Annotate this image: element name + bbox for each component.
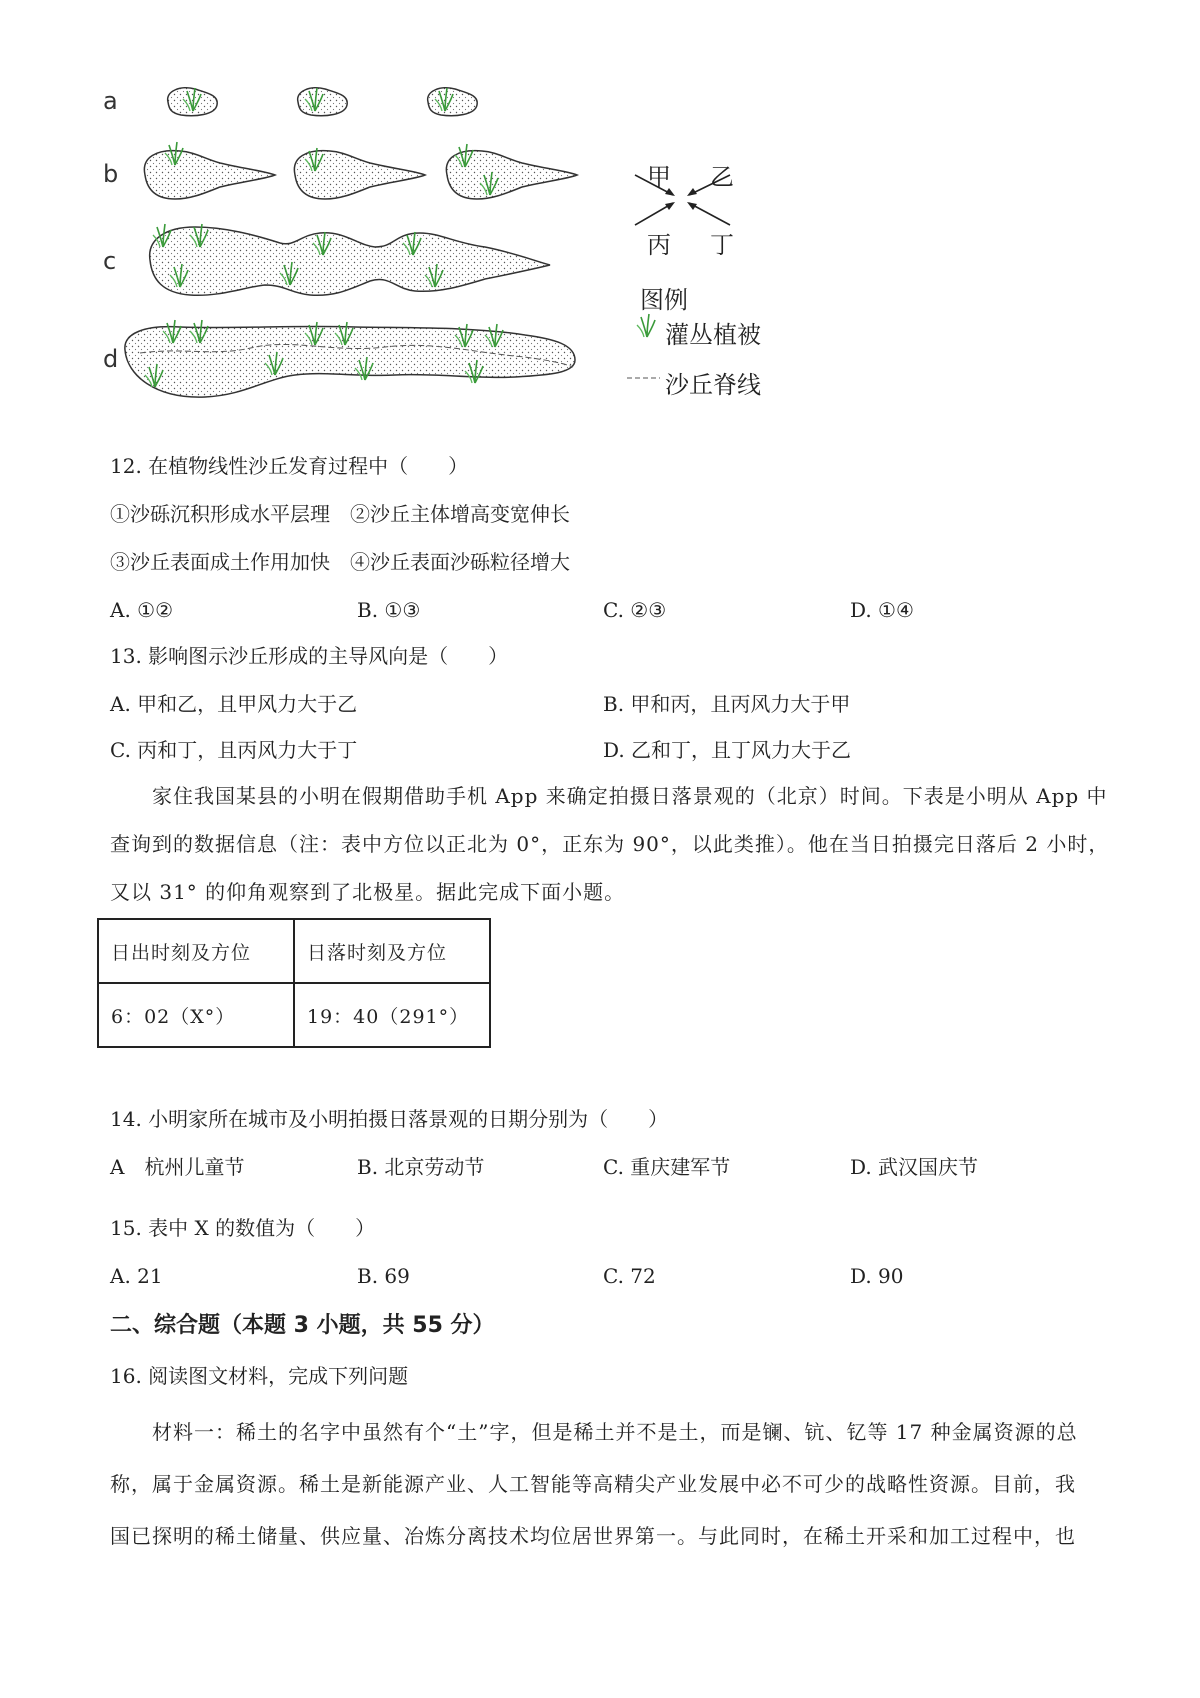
q16-stem: 16. 阅读图文材料，完成下列问题 xyxy=(110,1364,409,1388)
q12-option-c: C. ②③ xyxy=(603,598,667,622)
q16-material-line-3: 国已探明的稀土储量、供应量、冶炼分离技术均位居世界第一。与此同时，在稀土开采和加工过程中，也 xyxy=(110,1524,1076,1548)
passage-line-2: 查询到的数据信息（注：表中方位以正北为 0°，正东为 90°，以此类推）。他在当日拍摄完日落后 2 小时， xyxy=(110,832,1110,856)
row-label-d: d xyxy=(103,345,119,373)
dune-b-2 xyxy=(294,151,425,199)
q14-option-d: D. 武汉国庆节 xyxy=(850,1155,979,1179)
q15-stem: 15. 表中 X 的数值为（ ） xyxy=(110,1216,376,1240)
direction-ding: 丁 xyxy=(710,231,734,259)
q13-option-d: D. 乙和丁，且丁风力大于乙 xyxy=(603,738,852,762)
table-header-sunrise: 日出时刻及方位 xyxy=(98,919,294,983)
q13-stem: 13. 影响图示沙丘形成的主导风向是（ ） xyxy=(110,644,509,668)
q16-material-line-2: 称，属于金属资源。稀土是新能源产业、人工智能等高精尖产业发展中必不可少的战略性资源。目前，我 xyxy=(110,1472,1076,1496)
passage-line-3: 又以 31° 的仰角观察到了北极星。据此完成下面小题。 xyxy=(110,880,626,904)
q14-option-b: B. 北京劳动节 xyxy=(357,1155,485,1179)
dune-diagram-svg xyxy=(95,75,895,445)
q15-option-b: B. 69 xyxy=(357,1264,410,1288)
table-header-sunset: 日落时刻及方位 xyxy=(294,919,490,983)
q13-option-b: B. 甲和丙，且丙风力大于甲 xyxy=(603,692,851,716)
direction-yi: 乙 xyxy=(710,163,734,191)
q15-option-c: C. 72 xyxy=(603,1264,656,1288)
legend-ridge-label: 沙丘脊线 xyxy=(665,371,761,399)
dune-diagram xyxy=(95,75,895,445)
row-label-c: c xyxy=(103,247,117,275)
q13-option-a: A. 甲和乙，且甲风力大于乙 xyxy=(110,692,358,716)
passage-line-1: 家住我国某县的小明在假期借助手机 App 来确定拍摄日落景观的（北京）时间。下表是小明从 App 中 xyxy=(110,784,1108,808)
q12-option-b: B. ①③ xyxy=(357,598,421,622)
q14-stem: 14. 小明家所在城市及小明拍摄日落景观的日期分别为（ ） xyxy=(110,1107,669,1131)
dune-a-1 xyxy=(168,88,218,116)
q12-stem: 12. 在植物线性沙丘发育过程中（ ） xyxy=(110,454,469,478)
dune-a-2 xyxy=(298,88,348,116)
row-label-b: b xyxy=(103,160,119,188)
table-row xyxy=(98,983,490,1047)
q15-option-d: D. 90 xyxy=(850,1264,904,1288)
dune-a-3 xyxy=(428,88,478,116)
dune-c xyxy=(150,227,550,295)
legend-title: 图例 xyxy=(640,286,688,314)
q12-statement-1: ①沙砾沉积形成水平层理 ②沙丘主体增高变宽伸长 xyxy=(110,502,570,526)
dune-b-1 xyxy=(144,151,275,199)
legend-shrub-icon xyxy=(637,314,655,337)
direction-bing: 丙 xyxy=(647,231,671,259)
table-cell-sunrise: 6：02（X°） xyxy=(98,983,294,1047)
q12-option-d: D. ①④ xyxy=(850,598,914,622)
q12-statement-2: ③沙丘表面成土作用加快 ④沙丘表面沙砾粒径增大 xyxy=(110,550,570,574)
legend-shrub-label: 灌丛植被 xyxy=(665,321,761,349)
q16-material-line-1: 材料一：稀土的名字中虽然有个“土”字，但是稀土并不是土，而是镧、钪、钇等 17 种金属资源的总 xyxy=(110,1420,1078,1444)
table-cell-sunset: 19：40（291°） xyxy=(294,983,490,1047)
q13-option-c: C. 丙和丁，且丙风力大于丁 xyxy=(110,738,358,762)
direction-jia: 甲 xyxy=(647,163,671,191)
q14-option-a: A 杭州儿童节 xyxy=(110,1155,245,1179)
section-title: 二、综合题（本题 3 小题，共 55 分） xyxy=(110,1313,495,1338)
table-header-row xyxy=(98,919,490,983)
row-label-a: a xyxy=(103,87,118,115)
q14-option-c: C. 重庆建军节 xyxy=(603,1155,731,1179)
q12-option-a: A. ①② xyxy=(110,598,174,622)
q15-option-a: A. 21 xyxy=(110,1264,163,1288)
sun-data-table xyxy=(97,918,491,1048)
